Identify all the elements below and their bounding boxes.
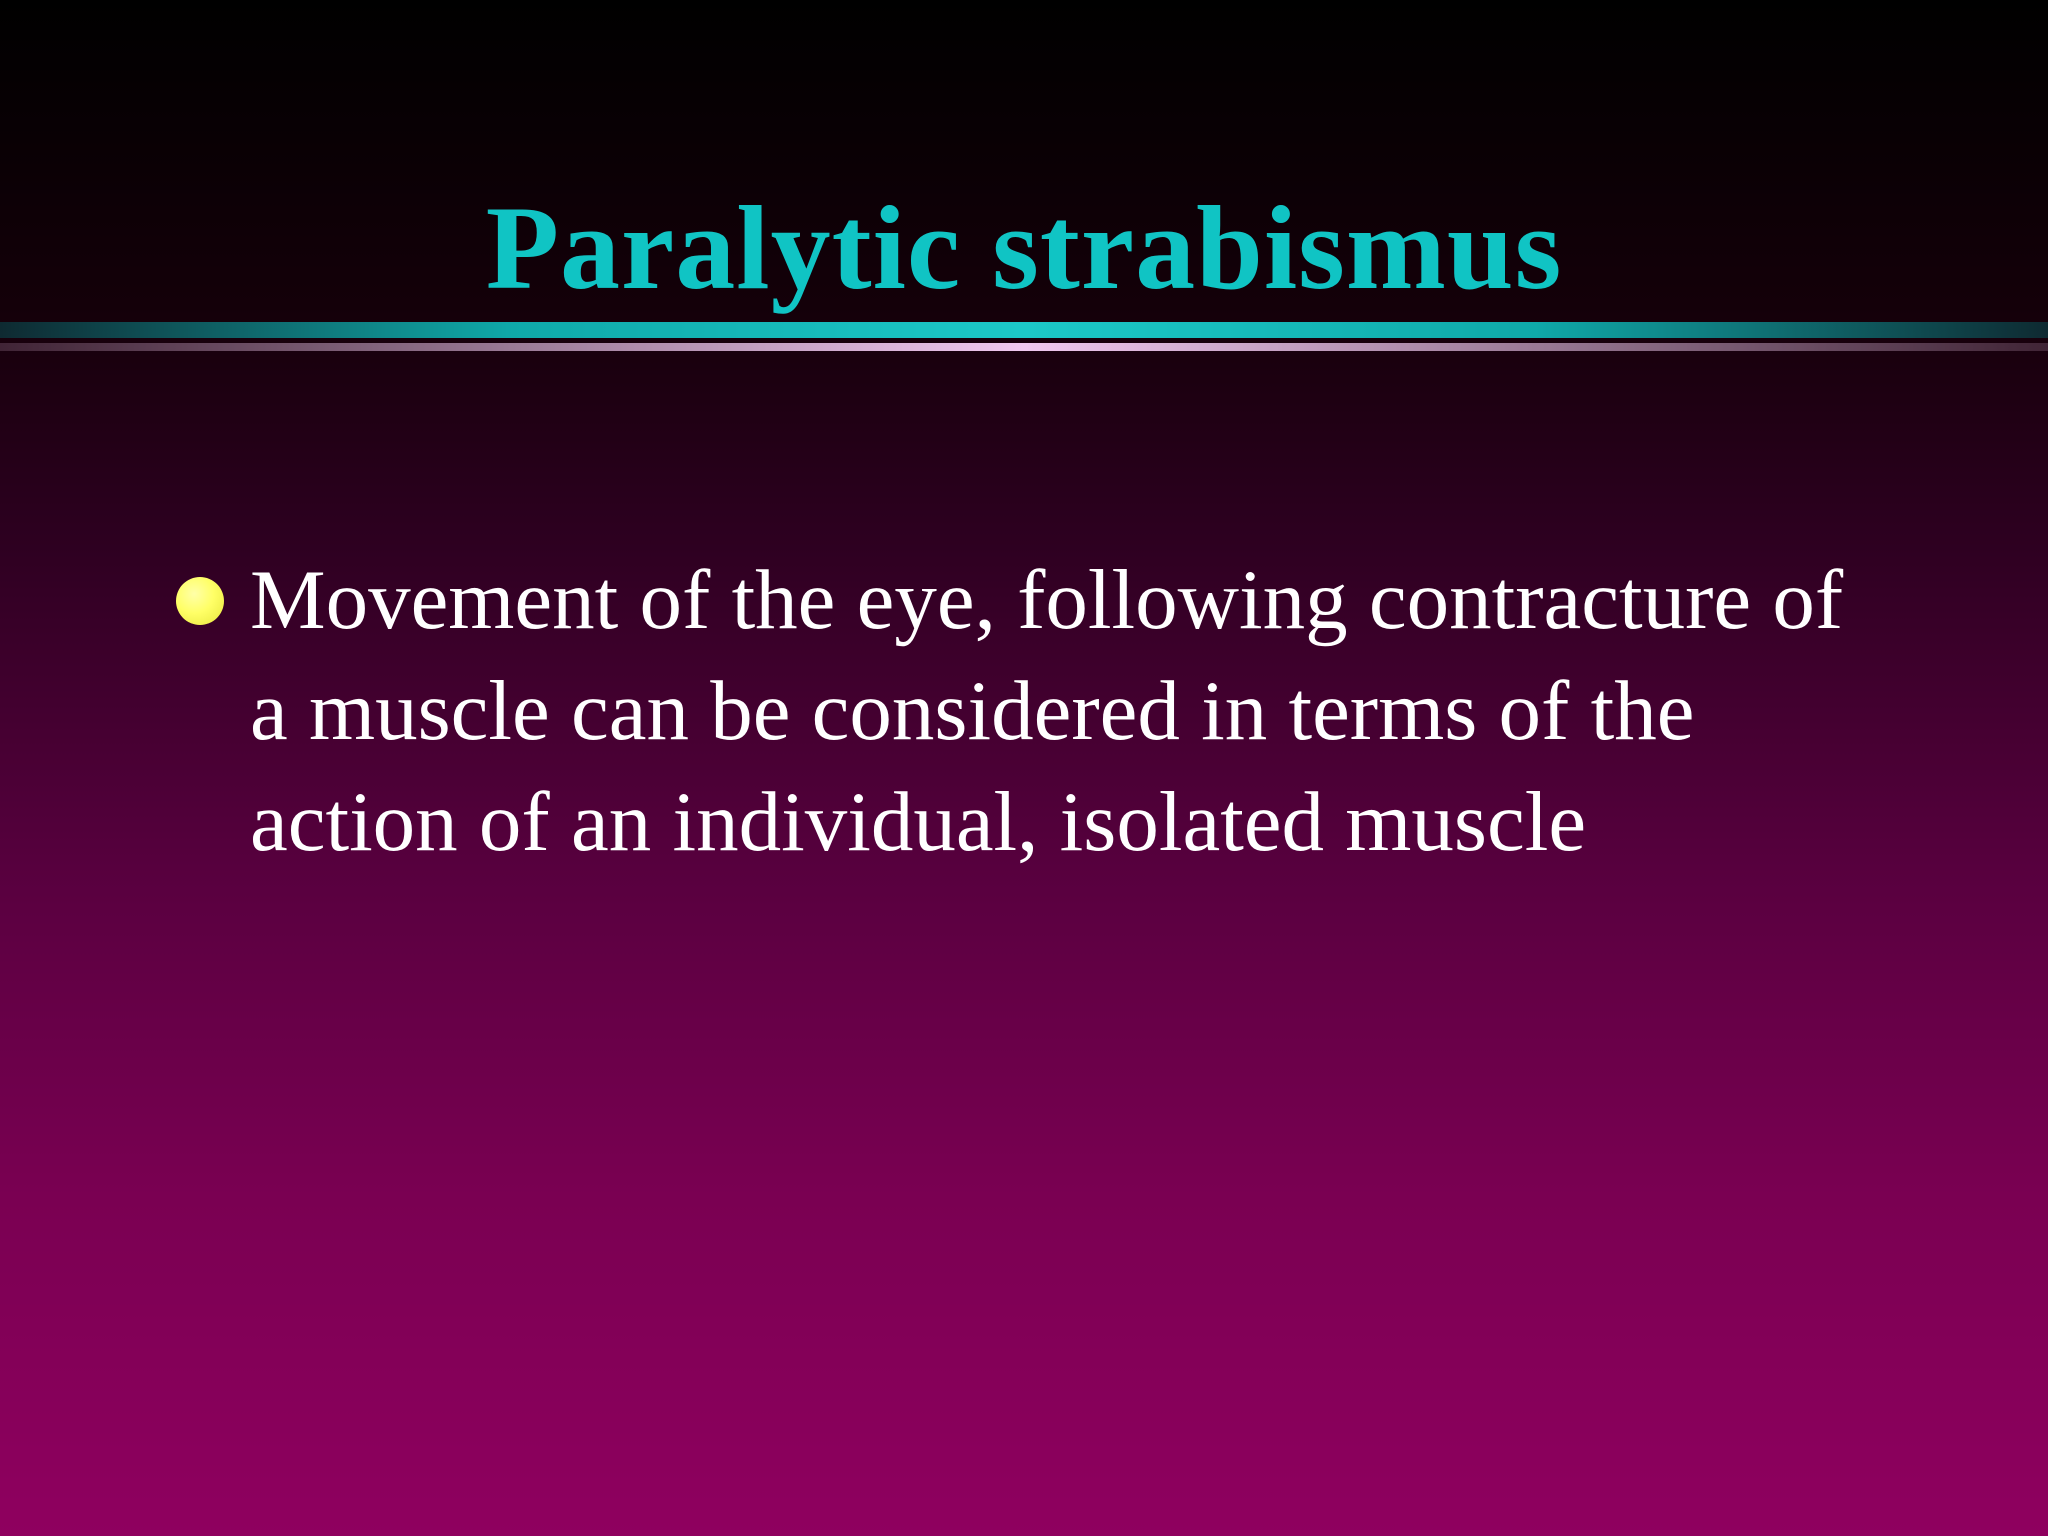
- title-divider-pink: [0, 343, 2048, 351]
- slide-title: Paralytic strabismus: [485, 181, 1563, 314]
- bullet-item: [176, 545, 1896, 878]
- bullet-dot-icon: [176, 577, 224, 625]
- bullet-text: Movement of the eye, following contracture of a muscle can be considered in terms of the action of an individual, isolated muscle: [250, 553, 1844, 869]
- bullet-list: [176, 545, 1896, 878]
- title-divider-cyan: [0, 322, 2048, 338]
